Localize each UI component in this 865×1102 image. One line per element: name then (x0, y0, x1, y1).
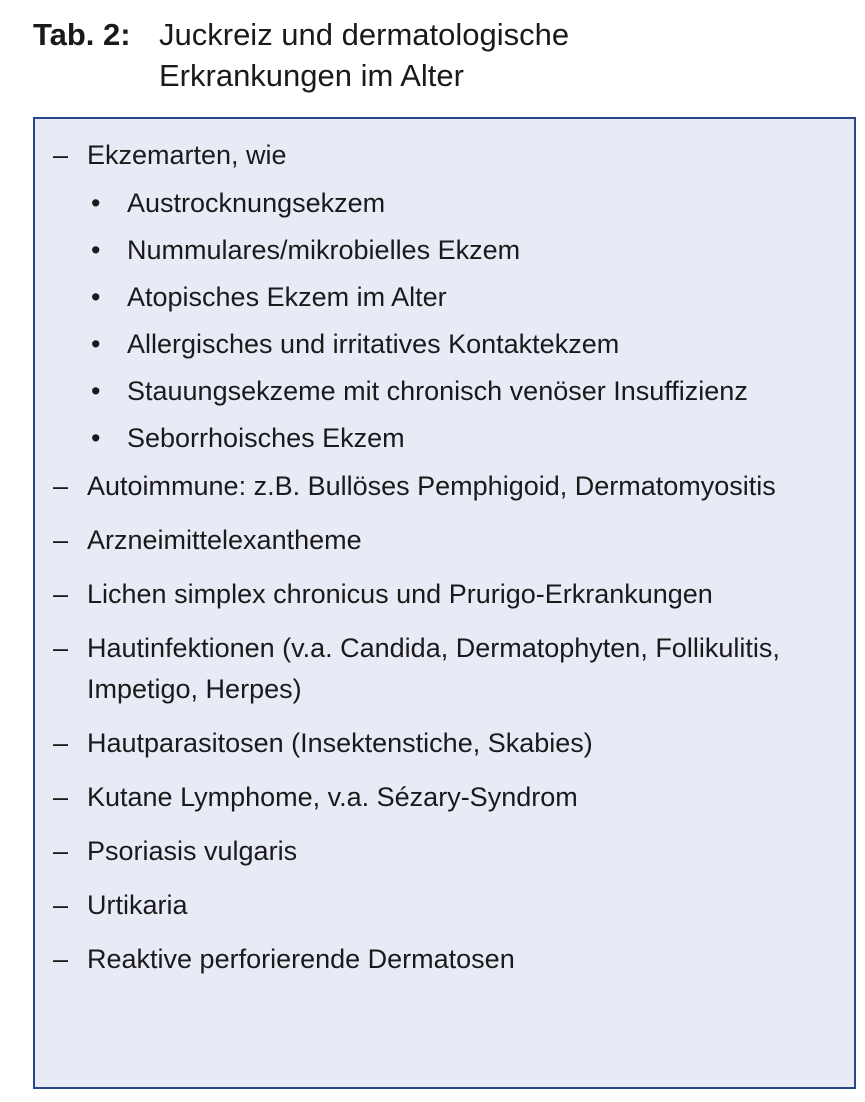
sublist-item-text: Austrocknungsekzem (127, 187, 386, 218)
dash-marker: – (53, 470, 69, 501)
dash-marker: – (53, 632, 69, 663)
list-item-psoriasis (35, 831, 854, 873)
sublist-item-text: Allergisches und irritatives Kontaktekzem (127, 328, 620, 359)
list-item-kutane-lymphome (35, 777, 854, 819)
list-item-text: Hautparasitosen (Insektenstiche, Skabies) (87, 728, 593, 758)
list-item-text: Arzneimittelexantheme (87, 524, 362, 555)
list-item-hautinfektionen (35, 628, 854, 711)
list-item-text: Lichen simplex chronicus und Prurigo-Erkrankungen (87, 578, 713, 609)
sublist-item-text: Stauungsekzeme mit chronisch venöser Insuffizienz (127, 375, 748, 406)
caption-line-1 (33, 14, 853, 55)
sublist-item (87, 324, 840, 366)
sublist-item-text: Seborrhoisches Ekzem (127, 422, 405, 453)
caption-title-line-1: Juckreiz und dermatologische (159, 17, 570, 52)
dash-marker: – (53, 524, 69, 555)
list-item-text: Urtikaria (87, 890, 188, 920)
list-item-dermatosen (35, 939, 854, 981)
list-item-text: Autoimmune: z.B. Bullöses Pemphigoid, Dermatomyositis (87, 470, 776, 501)
sublist-item-text: Nummulares/mikrobielles Ekzem (127, 234, 521, 265)
disease-list (35, 135, 854, 993)
list-item-hautparasitosen (35, 723, 854, 765)
sublist-item-text: Atopisches Ekzem im Alter (127, 281, 447, 312)
dash-marker: – (53, 944, 69, 974)
sublist-item (87, 418, 840, 460)
bullet-marker: • (91, 375, 101, 406)
bullet-marker: • (91, 234, 101, 265)
list-item-lichen (35, 574, 854, 616)
dash-marker: – (53, 890, 69, 920)
list-item-text: Hautinfektionen (v.a. Candida, Dermatophyten, Follikulitis, Impetigo, Herpes) (87, 632, 780, 704)
list-item-autoimmune (35, 466, 854, 508)
caption-title-line-2: Erkrankungen im Alter (159, 58, 464, 93)
dash-marker: – (53, 578, 69, 609)
dash-marker: – (53, 728, 69, 758)
list-item-text: Psoriasis vulgaris (87, 836, 298, 866)
table-box (33, 117, 856, 1089)
list-item-text: Reaktive perforierende Dermatosen (87, 944, 515, 974)
bullet-marker: • (91, 281, 101, 312)
sublist-item (87, 277, 840, 319)
bullet-marker: • (91, 187, 101, 218)
sublist-item (87, 230, 840, 272)
sublist-item (87, 371, 840, 413)
dash-marker: – (53, 140, 69, 170)
bullet-marker: • (91, 328, 101, 359)
eczema-sublist (87, 183, 840, 460)
dash-marker: – (53, 782, 69, 812)
list-item-text: Kutane Lymphome, v.a. Sézary-Syndrom (87, 782, 578, 812)
dash-marker: – (53, 836, 69, 866)
list-item-urtikaria (35, 885, 854, 927)
list-item-arzneimittelexantheme (35, 520, 854, 562)
list-item-ekzemarten (35, 135, 854, 459)
caption-label: Tab. 2: (33, 17, 131, 52)
bullet-marker: • (91, 422, 101, 453)
list-item-text: Ekzemarten, wie (87, 140, 287, 170)
sublist-item (87, 183, 840, 225)
table-caption (33, 14, 853, 96)
